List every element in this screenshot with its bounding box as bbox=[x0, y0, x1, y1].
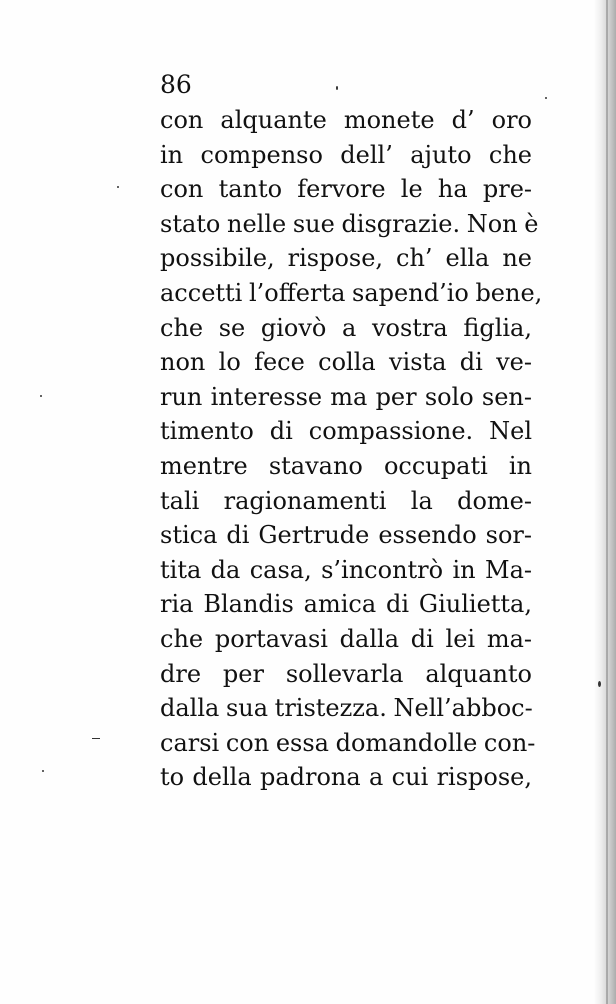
text-line: run interesse ma per solo sen- bbox=[160, 382, 532, 411]
text-line: con tanto fervore le ha pre- bbox=[160, 175, 532, 204]
page-number: 86 bbox=[160, 70, 192, 99]
ink-speck bbox=[336, 86, 338, 90]
ink-speck bbox=[92, 738, 100, 739]
text-line: stica di Gertrude essendo sor- bbox=[160, 521, 532, 550]
ink-speck bbox=[545, 97, 547, 99]
text-line: tali ragionamenti la dome- bbox=[160, 486, 532, 515]
text-line: to della padrona a cui rispose, bbox=[160, 763, 532, 792]
ink-speck bbox=[598, 681, 601, 687]
text-line: non lo fece colla vista di ve- bbox=[160, 348, 532, 377]
text-line: timento di compassione. Nel bbox=[160, 417, 532, 446]
ink-speck bbox=[40, 395, 42, 397]
text-line: ria Blandis amica di Giulietta, bbox=[160, 590, 532, 619]
text-line: con alquante monete d’ oro bbox=[160, 106, 532, 134]
text-line: che portavasi dalla di lei ma- bbox=[160, 624, 532, 653]
page-edge-shadow bbox=[594, 0, 616, 1004]
text-line: mentre stavano occupati in bbox=[160, 451, 532, 480]
ink-speck bbox=[117, 186, 119, 188]
text-line: in compenso dell’ ajuto che bbox=[160, 140, 532, 169]
ink-speck bbox=[42, 770, 44, 772]
text-line: che se giovò a vostra figlia, bbox=[160, 313, 532, 342]
text-line: dre per sollevarla alquanto bbox=[160, 659, 532, 688]
text-line: dalla sua tristezza. Nell’abboc- bbox=[160, 694, 533, 723]
text-line: stato nelle sue disgrazie. Non è bbox=[160, 209, 539, 238]
text-line: carsi con essa domandolle con- bbox=[160, 728, 536, 757]
text-line: accetti l’offerta sapend’io bene, bbox=[160, 278, 543, 307]
body-text bbox=[160, 103, 543, 795]
text-line: possibile, rispose, ch’ ella ne bbox=[160, 244, 532, 273]
page-edge-line bbox=[606, 0, 608, 1004]
text-line: tita da casa, s’incontrò in Ma- bbox=[160, 555, 532, 584]
